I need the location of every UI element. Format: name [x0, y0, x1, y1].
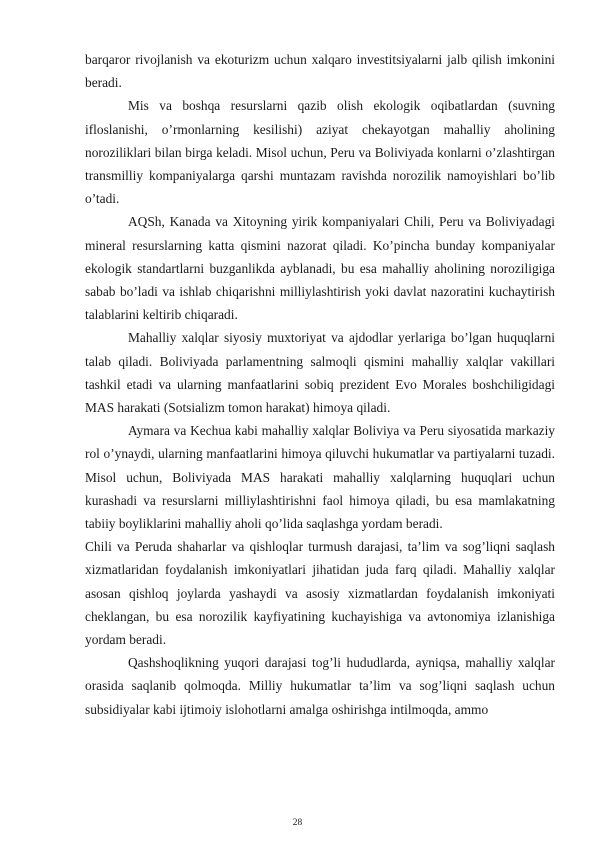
page-number: 28	[292, 818, 303, 828]
paragraph-6: Chili va Peruda shaharlar va qishloqlar turmush darajasi, ta’lim va sog’liqni saqlash xizmatlaridan foydalanish imkoniyatlari jihatidan juda farq qiladi. Mahalliy xalqlar asosan qishloq joylarda yashaydi va asosiy xizmatlardan foydalanish imkoniyati cheklangan, bu esa norozilik kayfiyatining kuchayishiga va avtonomiya izlanishiga yordam beradi.	[85, 539, 555, 648]
paragraph-4: Mahalliy xalqlar siyosiy muxtoriyat va ajdodlar yerlariga bo’lgan huquqlarni talab qiladi. Boliviyada parlamentning salmoqli qismini mahalliy xalqlar vakillari tashkil etadi va ularning manfaatlarini sobiq prezident Evo Morales boshchiligidagi MAS harakati (Sotsializm tomon harakat) himoya qiladi.	[85, 330, 555, 416]
paragraph-7: Qashshoqlikning yuqori darajasi tog’li hududlarda, ayniqsa, mahalliy xalqlar orasida saqlanib qolmoqda. Milliy hukumatlar ta’lim va sog’liqni saqlash uchun subsidiyalar kabi ijtimoiy islohotlarni amalga oshirishga intilmoqda, ammo	[85, 655, 555, 717]
paragraph-1: barqaror rivojlanish va ekoturizm uchun xalqaro investitsiyalarni jalb qilish imkonini beradi.	[85, 52, 555, 91]
document-page	[85, 48, 555, 721]
paragraph-3: AQSh, Kanada va Xitoyning yirik kompaniyalari Chili, Peru va Boliviyadagi mineral resurslarning katta qismini nazorat qiladi. Ko’pincha bunday kompaniyalar ekologik standartlarni buzganlikda ayblanadi, bu esa mahalliy aholining noroziligiga sabab bo’ladi va ishlab chiqarishni milliylashtirish yoki davlat nazoratini kuchaytirish talablarini keltirib chiqaradi.	[85, 214, 555, 323]
paragraph-5: Aymara va Kechua kabi mahalliy xalqlar Boliviya va Peru siyosatida markaziy rol o’ynaydi, ularning manfaatlarini himoya qiluvchi hukumatlar va partiyalarni tuzadi. Misol uchun, Boliviyada MAS harakati mahalliy xalqlarning huquqlari uchun kurashadi va resurslarni milliylashtirishni faol himoya qiladi, bu esa mamlakatning tabiiy boyliklarini mahalliy aholi qo’lida saqlashga yordam beradi.	[85, 423, 555, 532]
paragraph-2: Mis va boshqa resurslarni qazib olish ekologik oqibatlardan (suvning ifloslanishi, o’rmonlarning kesilishi) aziyat chekayotgan mahalliy aholining noroziliklari bilan birga keladi. Misol uchun, Peru va Boliviyada konlarni o’zlashtirgan transmilliy kompaniyalarga qarshi muntazam ravishda norozilik namoyishlari bo’lib o’tadi.	[85, 98, 555, 207]
